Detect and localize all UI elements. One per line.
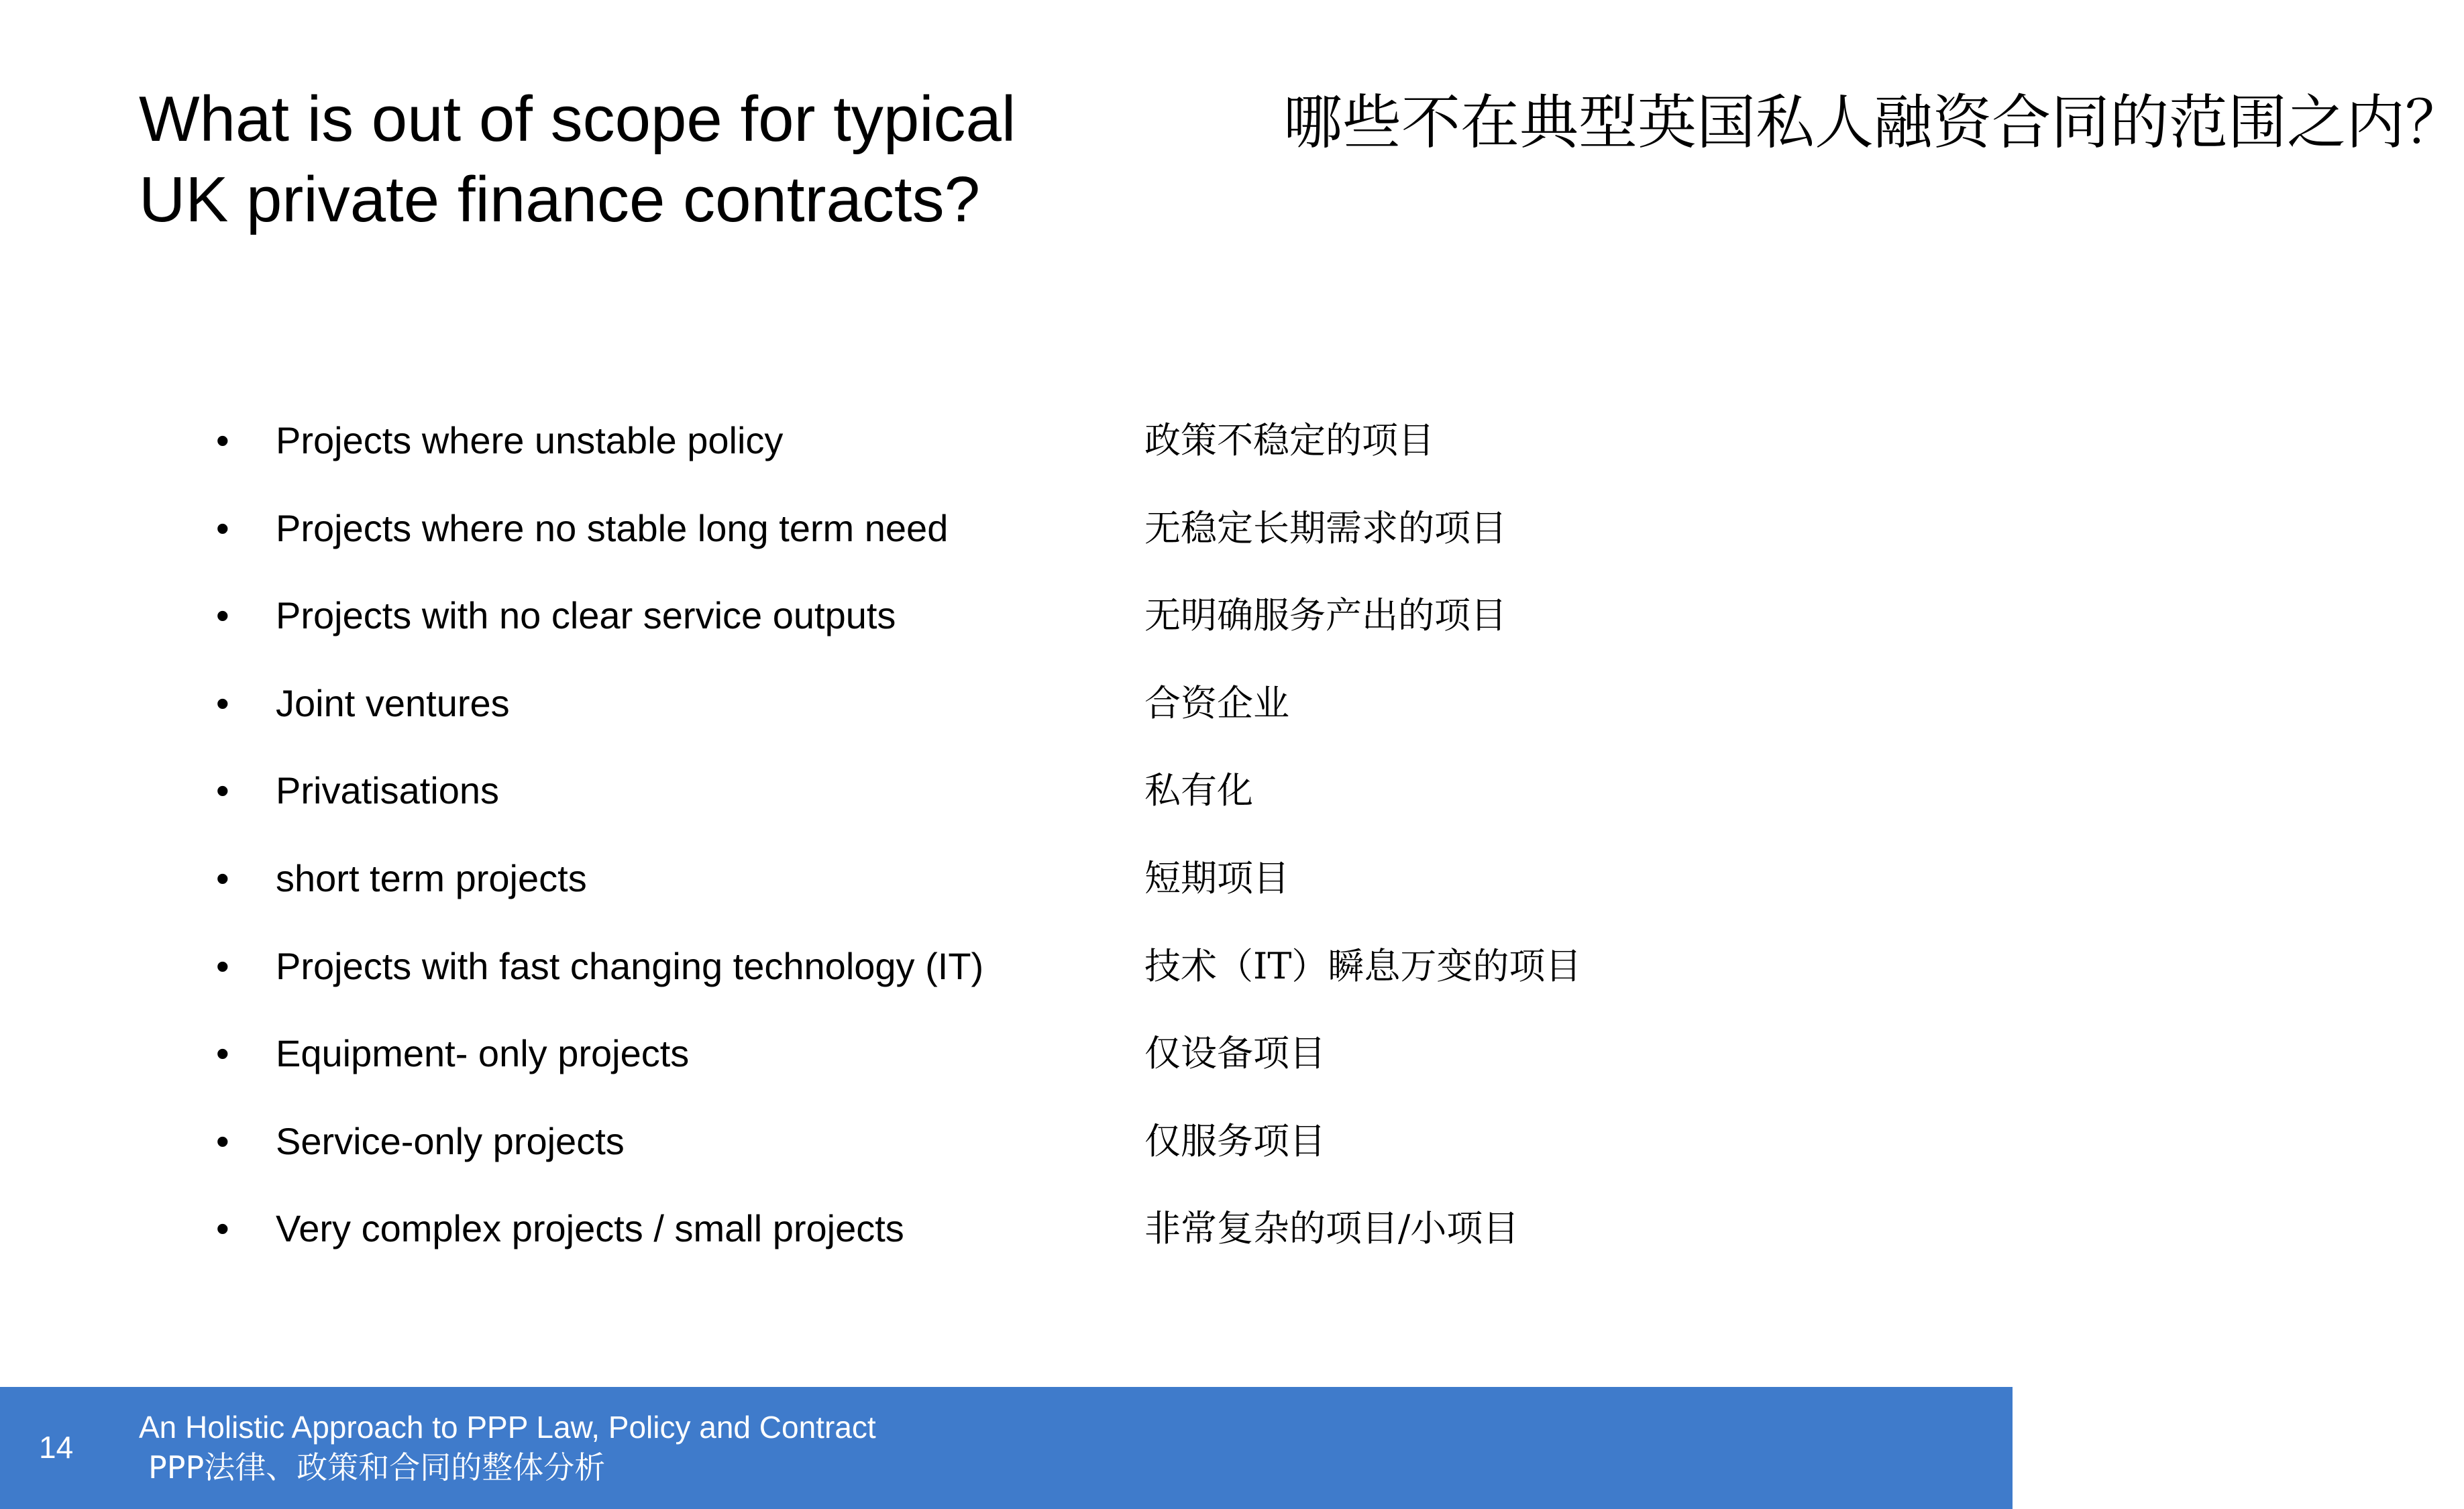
item-english: Equipment- only projects — [276, 1032, 690, 1075]
bullet-icon: • — [216, 594, 229, 637]
list-item — [0, 1111, 2013, 1199]
bullet-icon: • — [216, 681, 229, 724]
list-item — [0, 761, 2013, 848]
slide-title — [139, 79, 2464, 240]
footer-caption — [139, 1407, 876, 1488]
item-english: Service-only projects — [276, 1119, 625, 1162]
item-chinese: 非常复杂的项目/小项目 — [1144, 1207, 1519, 1250]
list-item — [0, 1023, 2013, 1111]
footer-bar — [0, 1387, 2013, 1509]
bullet-icon: • — [216, 856, 229, 899]
item-chinese: 无明确服务产出的项目 — [1144, 594, 1507, 637]
item-chinese: 私有化 — [1144, 769, 1253, 812]
title-line-2: UK private finance contracts? — [139, 164, 980, 235]
item-english: short term projects — [276, 856, 587, 899]
item-english: Projects where unstable policy — [276, 419, 784, 461]
list-item — [0, 498, 2013, 586]
scope-list — [0, 410, 2013, 1286]
title-line-chinese: 哪些不在典型英国私人融资合同的范围之内？ — [1283, 88, 2464, 157]
title-line-1: What is out of scope for typical — [139, 83, 1016, 155]
item-english: Very complex projects / small projects — [276, 1207, 904, 1250]
item-chinese: 合资企业 — [1144, 681, 1289, 724]
item-english: Privatisations — [276, 769, 500, 812]
bullet-icon: • — [216, 419, 229, 461]
item-chinese: 政策不稳定的项目 — [1144, 419, 1434, 461]
bullet-icon: • — [216, 944, 229, 987]
list-item — [0, 673, 2013, 761]
list-item — [0, 410, 2013, 498]
list-item — [0, 936, 2013, 1024]
item-chinese: 技术（IT）瞬息万变的项目 — [1144, 944, 1582, 987]
item-english: Projects where no stable long term need — [276, 506, 949, 549]
list-item — [0, 1198, 2013, 1286]
footer-line-english: An Holistic Approach to PPP Law, Policy and Contract — [139, 1410, 876, 1445]
item-english: Projects with no clear service outputs — [276, 594, 896, 637]
footer-line-chinese: PPP法律、政策和合同的整体分析 — [148, 1449, 606, 1486]
bullet-icon: • — [216, 769, 229, 812]
bullet-icon: • — [216, 506, 229, 549]
bullet-icon: • — [216, 1119, 229, 1162]
page-number: 14 — [39, 1430, 74, 1465]
list-item — [0, 585, 2013, 673]
bullet-icon: • — [216, 1032, 229, 1075]
item-chinese: 短期项目 — [1144, 856, 1289, 899]
item-chinese: 无稳定长期需求的项目 — [1144, 506, 1507, 549]
item-chinese: 仅服务项目 — [1144, 1119, 1326, 1162]
item-english: Projects with fast changing technology (IT) — [276, 944, 984, 987]
list-item — [0, 848, 2013, 936]
bullet-icon: • — [216, 1207, 229, 1250]
item-chinese: 仅设备项目 — [1144, 1032, 1326, 1075]
item-english: Joint ventures — [276, 681, 510, 724]
